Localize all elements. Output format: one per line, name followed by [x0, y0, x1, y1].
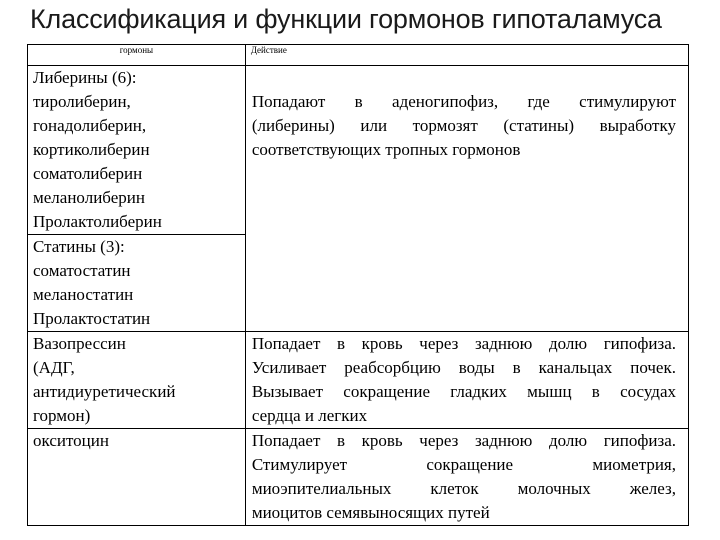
hormone-line: гормон): [33, 406, 91, 425]
action-line: Попадают в аденогипофиз, где стимулируют: [251, 92, 676, 111]
action-cell-vasopressin: [245, 332, 688, 429]
hormone-cell-statins: [28, 235, 246, 332]
hormone-line: Статины (3):: [33, 237, 125, 256]
hormone-line: гонадолиберин,: [33, 116, 147, 135]
hormone-cell-oxytocin: [28, 429, 246, 526]
action-line: миоэпителиальных клеток молочных желез,: [251, 479, 676, 498]
hormone-line: соматолиберин: [33, 164, 143, 183]
hormone-line: соматостатин: [33, 261, 131, 280]
table-row: [28, 429, 689, 526]
action-line: соответствующих тропных гормонов: [251, 140, 521, 159]
hormone-cell-vasopressin: [28, 332, 246, 429]
hormone-line: Пролактолиберин: [33, 212, 162, 231]
hormone-cell-liberins: [28, 66, 246, 235]
action-line: Вызывает сокращение гладких мышц в сосудах: [251, 382, 676, 401]
hormone-line: (АДГ,: [33, 358, 75, 377]
hormone-line: Либерины (6):: [33, 68, 137, 87]
page-title: Классификация и функции гормонов гипоталамуса: [30, 4, 662, 34]
hormone-line: кортиколиберин: [33, 140, 150, 159]
table-row: [28, 332, 689, 429]
hormone-line: Пролактостатин: [33, 309, 151, 328]
action-line: Усиливает реабсорбцию воды в канальцах почек.: [251, 358, 676, 377]
hormone-table: [27, 44, 689, 526]
action-line: (либерины) или тормозят (статины) выработку: [251, 116, 676, 135]
hormone-line: тиролиберин,: [33, 92, 131, 111]
cell-spacer: [252, 66, 676, 90]
action-line: миоцитов семявыносящих путей: [251, 503, 490, 522]
action-cell-oxytocin: [245, 429, 688, 526]
action-cell-releasing-hormones: [245, 66, 688, 332]
column-header-hormones: гормоны: [28, 45, 246, 66]
action-line: сердца и легких: [251, 406, 368, 425]
hormone-line: меланолиберин: [33, 188, 145, 207]
column-header-action: Действие: [245, 45, 688, 66]
hormone-line: антидиуретический: [33, 382, 176, 401]
hormone-line: окситоцин: [33, 431, 109, 450]
action-line: Попадает в кровь через заднюю долю гипофиза.: [251, 431, 676, 450]
action-line: Попадает в кровь через заднюю долю гипофиза.: [251, 334, 676, 353]
table-header-row: [28, 45, 689, 66]
action-line: Стимулирует сокращение миометрия,: [251, 455, 676, 474]
hormone-line: Вазопрессин: [33, 334, 126, 353]
table-row: [28, 66, 689, 235]
hormone-line: меланостатин: [33, 285, 134, 304]
